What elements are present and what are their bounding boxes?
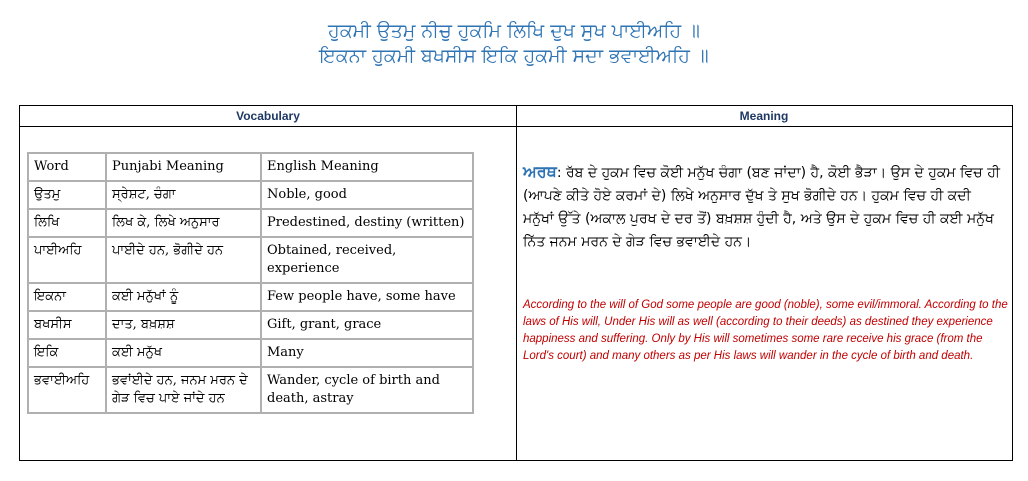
vocab-header-row [28, 153, 473, 181]
vocab-word: ਬਖਸੀਸ [28, 311, 106, 339]
english-meaning: According to the will of God some people are good (noble), some evil/immoral. According to the laws of His will, Under His will as well (according to their deeds) as destined they experience happiness and suffering. Only by His will sometimes some rare receive his grace (from the Lord's court) and many others as per His laws will wander in the cycle of birth and death. [523, 299, 1008, 362]
punjabi-meaning-text: ਰੱਬ ਦੇ ਹੁਕਮ ਵਿਚ ਕੋਈ ਮਨੁੱਖ ਚੰਗਾ (ਬਣ ਜਾਂਦਾ) ਹੈ, ਕੋਈ ਭੈੜਾ। ਉਸ ਦੇ ਹੁਕਮ ਵਿਚ ਹੀ (ਆਪਣੇ ਕੀਤੇ ਹੋਏ ਕਰਮਾਂ ਦੇ) ਲਿਖੇ ਅਨੁਸਾਰ ਦੁੱਖ ਤੇ ਸੁਖ ਭੋਗੀਦੇ ਹਨ। ਹੁਕਮ ਵਿਚ ਹੀ ਕਦੀ ਮਨੁੱਖਾਂ ਉੱਤੇ (ਅਕਾਲ ਪੁਰਖ ਦੇ ਦਰ ਤੋਂ) ਬਖ਼ਸ਼ਸ਼ ਹੁੰਦੀ ਹੈ, ਅਤੇ ਉਸ ਦੇ ਹੁਕਮ ਵਿਚ ਹੀ ਕਈ ਮਨੁੱਖ ਨਿੱਤ ਜਨਮ ਮਰਨ ਦੇ ਗੇੜ ਵਿਚ ਭਵਾਈਦੇ ਹਨ। [523, 165, 1000, 250]
vocab-punjabi: ਕਈ ਮਨੁੱਖ [106, 339, 261, 367]
arth-label: ਅਰਥ [523, 162, 557, 181]
vocabulary-header: Vocabulary [20, 106, 516, 127]
vocab-punjabi: ਕਈ ਮਨੁੱਖਾਂ ਨੂੰ [106, 283, 261, 311]
vocab-english: Noble, good [261, 181, 473, 209]
vocab-english: Gift, grant, grace [261, 311, 473, 339]
vocab-row [28, 181, 473, 209]
vocab-row [28, 209, 473, 237]
verse-line-2: ਇਕਨਾ ਹੁਕਮੀ ਬਖਸੀਸ ਇਕਿ ਹੁਕਮੀ ਸਦਾ ਭਵਾਈਅਹਿ ॥ [319, 45, 709, 67]
column-header-word: Word [28, 153, 106, 181]
meaning-header: Meaning [516, 106, 1012, 127]
content-table [19, 105, 1013, 461]
vocab-english: Obtained, received, experience [261, 237, 473, 283]
vocab-word: ਭਵਾਈਅਹਿ [28, 367, 106, 413]
vocab-punjabi: ਦਾਤ, ਬਖ਼ਸ਼ਸ਼ [106, 311, 261, 339]
vocab-row [28, 283, 473, 311]
column-divider [516, 106, 517, 460]
column-header-punjabi: Punjabi Meaning [106, 153, 261, 181]
vocab-punjabi: ਭਵਾਂਈਦੇ ਹਨ, ਜਨਮ ਮਰਨ ਦੇ ਗੇੜ ਵਿਚ ਪਾਏ ਜਾਂਦੇ ਹਨ [106, 367, 261, 413]
vocab-row [28, 339, 473, 367]
vocab-word: ਇਕਨਾ [28, 283, 106, 311]
vocab-punjabi: ਲਿਖ ਕੇ, ਲਿਖੇ ਅਨੁਸਾਰ [106, 209, 261, 237]
vocabulary-table [27, 152, 474, 414]
vocab-english: Wander, cycle of birth and death, astray [261, 367, 473, 413]
punjabi-meaning [523, 160, 1005, 254]
vocab-english: Predestined, destiny (written) [261, 209, 473, 237]
verse-line-1: ਹੁਕਮੀ ਉਤਮੁ ਨੀਚੁ ਹੁਕਮਿ ਲਿਖਿ ਦੁਖ ਸੁਖ ਪਾਈਅਹਿ ॥ [328, 20, 700, 42]
column-header-english: English Meaning [261, 153, 473, 181]
vocab-row [28, 311, 473, 339]
vocab-word: ਉਤਮੁ [28, 181, 106, 209]
vocab-punjabi: ਪਾਈਦੇ ਹਨ, ਭੋਗੀਦੇ ਹਨ [106, 237, 261, 283]
vocab-english: Few people have, some have [261, 283, 473, 311]
arth-colon: : [556, 165, 566, 181]
vocab-row [28, 237, 473, 283]
vocab-word: ਇਕਿ [28, 339, 106, 367]
vocab-english: Many [261, 339, 473, 367]
vocab-row [28, 367, 473, 413]
vocab-word: ਲਿਖਿ [28, 209, 106, 237]
vocab-word: ਪਾਈਅਹਿ [28, 237, 106, 283]
vocab-punjabi: ਸ੍ਰੇਸ਼ਟ, ਚੰਗਾ [106, 181, 261, 209]
